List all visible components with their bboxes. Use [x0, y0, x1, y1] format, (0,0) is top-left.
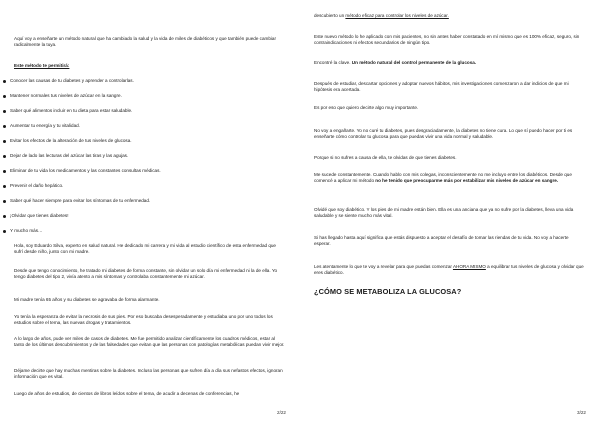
bullet-icon: [3, 230, 6, 233]
reveal-paragraph: Les atentamente lo que te voy a revelar para que puedas comenzar AHORA MISMO a equilibrar tus niveles de glucosa y olvidar que eres diabético.: [314, 264, 584, 276]
bullet-icon: [3, 215, 6, 218]
list-item: Saber qué alimentos incluir en tu dieta para estar saludable.: [10, 108, 270, 114]
list-item: Saber qué hacer siempre para evitar los síntomas de tu enfermedad.: [10, 198, 270, 204]
list-item: Y mucho más…: [10, 228, 270, 234]
colleagues-highlight: no he tenido que preocuparme más por estabilizar mis niveles de azúcar en sangre.: [375, 178, 559, 184]
method-paragraph: Este nuevo método lo he aplicado con mis pacientes, no sin antes haber constatado en mí mismo que es 100% eficaz, seguro, sin contraindicaciones ni efectos secundarios de ningún tipo.: [314, 34, 580, 46]
bio-paragraph: Hola, soy Eduardo Silva, experto en salud natural. He dedicado mi carrera y mi vida al estudio científico de esta enfermedad que sufrí desde niño, junto con mi madre.: [14, 243, 276, 255]
intro-paragraph: Aquí voy a enseñarte un método natural que ha cambiado la salud y la vida de miles de diabéticos y que también puede cambiar radicalmente la tuya.: [14, 36, 277, 48]
method-link[interactable]: método eficaz para controlar los niveles de azúcar.: [345, 13, 449, 18]
page-number: 3/22: [577, 410, 586, 415]
bullet-icon: [3, 95, 6, 98]
mother-paragraph: Mi madre tenía 65 años y su diabetes se agravaba de forma alarmante.: [14, 297, 160, 302]
hope-paragraph: Yo tenía la esperanza de evitar la necrosis de sus pies. Por eso buscaba desesperadamente y estudiaba uno por uno todos los estudios sobre el tema, las nuevas drogas y tratamientos.: [14, 314, 273, 326]
list-item: Aumentar tu energía y tu vitalidad.: [10, 123, 270, 129]
page-number: 2/22: [277, 410, 286, 415]
history-paragraph: Desde que tengo conocimiento, he tratado mi diabetes de forma constante, sin olvidar un solo día mi enfermedad ni la de ella. Yo tengo diabetes del tipo 2, vivía atento a mis síntomas y controlaba constantemente mi azúcar.: [14, 268, 278, 280]
section-title: ¿CÓMO SE METABOLIZA LA GLUCOSA?: [314, 287, 462, 296]
discovery-paragraph: descubierto un método eficaz para controlar los niveles de azúcar.: [314, 13, 449, 18]
bullet-icon: [3, 80, 6, 83]
bullet-icon: [3, 170, 6, 173]
bullet-icon: [3, 140, 6, 143]
key-paragraph: Encontré la clave. Un método natural del control permanente de la glucosa.: [314, 60, 477, 65]
now-link[interactable]: AHORA MISMO: [452, 264, 486, 269]
benefits-heading: Este método te permitirá:: [14, 63, 70, 68]
key-highlight: Un método natural del control permanente de la glucosa.: [351, 60, 477, 65]
bullet-icon: [3, 200, 6, 203]
mother-health-paragraph: Olvidé que soy diabético. Y los pies de mi madre están bien. Ella es una anciana que ya no sufre por la diabetes, lleva una vida saludable y se siente mucho más vital.: [314, 207, 574, 219]
challenge-paragraph: Si has llegado hasta aquí significa que estás dispuesto a aceptar el desafío de tomar las riendas de tu vida. No voy a hacerte esperar.: [314, 235, 569, 247]
list-item: Prevenir el daño hepático.: [10, 183, 270, 189]
bullet-icon: [3, 110, 6, 113]
list-item: Conocer las causas de tu diabetes y aprender a controlarlas.: [10, 78, 270, 84]
list-item: ¡Olvidar que tienes diabetes!: [10, 213, 270, 219]
research-paragraph: A lo largo de años, pude ver miles de casos de diabetes. Me fue permitido analizar científicamente los cuadros médicos, estar al tanto de los últimos descubrimientos y de las falsedades que evitan que las personas con patologías metabólicas puedan vivir mejor.: [14, 336, 285, 348]
continuation-paragraph: Luego de años de estudios, de cientos de libros leídos sobre el tema, de acudir a decenas de conferencias, he: [14, 391, 240, 396]
bullet-icon: [3, 155, 6, 158]
bullet-icon: [3, 125, 6, 128]
list-item: Evitar los efectos de la alteración de tus niveles de glucosa.: [10, 138, 270, 144]
list-item: Dejar de lado las lecturas del azúcar las tiras y las agujas.: [10, 153, 270, 159]
lies-paragraph: Déjame decirte que hay muchas mentiras sobre la diabetes. Incluso las personas que sufren día a día sus nefastos efectos, ignoran información que es vital.: [14, 368, 283, 380]
right-page: [300, 0, 600, 424]
honesty-paragraph: No voy a engañarte. Yo no curé tu diabetes, pues desgraciadamente, la diabetes no tiene cura. Lo que sí puedo hacer por ti es enseñarte cómo controlar tu glucosa para que puedas vivir una vida normal y saludable.: [314, 128, 573, 140]
colleagues-paragraph: Me sucede constantemente. Cuando hablo con mis colegas, inconscientemente no me incluyo entre los diabéticos. Desde que comencé a aplicar mi método no he tenido que preocuparme más por estabilizar mis niveles de azúcar en sangre.: [314, 172, 572, 184]
list-item: Eliminar de tu vida los medicamentos y las constantes consultas médicas.: [10, 168, 270, 174]
list-item: Mantener normales tus niveles de azúcar en la sangre.: [10, 93, 270, 99]
forget-paragraph: Porque si no sufres a causa de ella, te olvidas de que tienes diabetes.: [314, 155, 457, 160]
hypothesis-paragraph: Después de estudiar, descartar opciones y adoptar nuevos hábitos, mis investigaciones comenzaron a dar indicios de que mi hipótesis era acertada.: [314, 81, 569, 93]
bullet-icon: [3, 185, 6, 188]
important-paragraph: Es por eso que quiero decirte algo muy importante.: [314, 105, 419, 110]
